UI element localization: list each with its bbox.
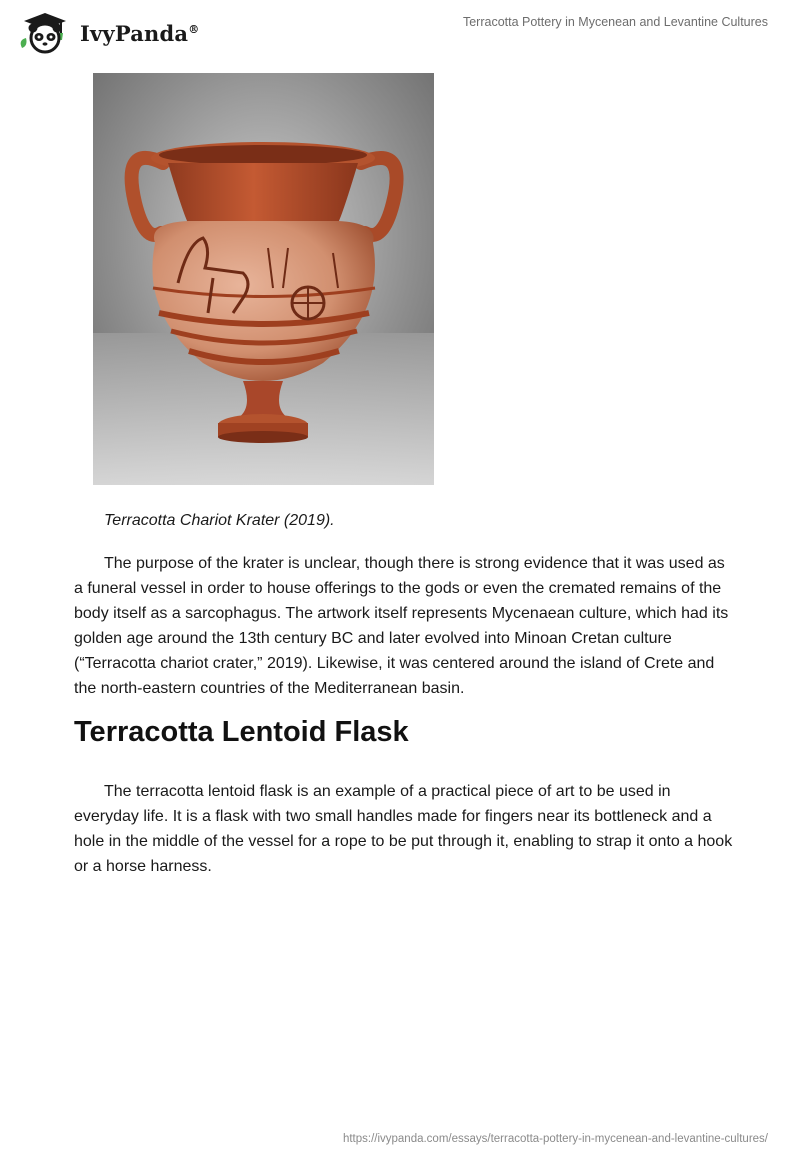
document-title: Terracotta Pottery in Mycenean and Levantine Cultures [462,15,768,29]
krater-image [93,73,434,485]
figure-caption: Terracotta Chariot Krater (2019). [104,512,335,529]
paragraph-krater-purpose: The purpose of the krater is unclear, though there is strong evidence that it was used as a funeral vessel in order to house offerings to the gods or even the cremated remains of the body itself as a sarcophagus. The artwork itself represents Mycenaean culture, which had its golden age around the 13th century BC and later evolved into Minoan Cretan culture (“Terracotta chariot crater,” 2019). Likewise, it was centered around the island of Crete and the north-eastern countries of the Mediterranean basin. [74,555,729,697]
logo-wordmark: IvyPanda® [80,20,200,46]
paragraph-lentoid-flask: The terracotta lentoid flask is an example of a practical piece of art to be used in everyday life. It is a flask with two small handles made for fingers near its bottleneck and a hole in the middle of the vessel for a rope to be put through it, enabling to strap it onto a hook or a horse harness. [74,783,733,875]
section-heading: Terracotta Lentoid Flask [74,716,409,748]
panda-logo-icon [16,10,74,56]
source-url[interactable]: https://ivypanda.com/essays/terracotta-pottery-in-mycenean-and-levantine-cultures/ [342,1133,768,1145]
site-logo[interactable] [16,10,199,56]
